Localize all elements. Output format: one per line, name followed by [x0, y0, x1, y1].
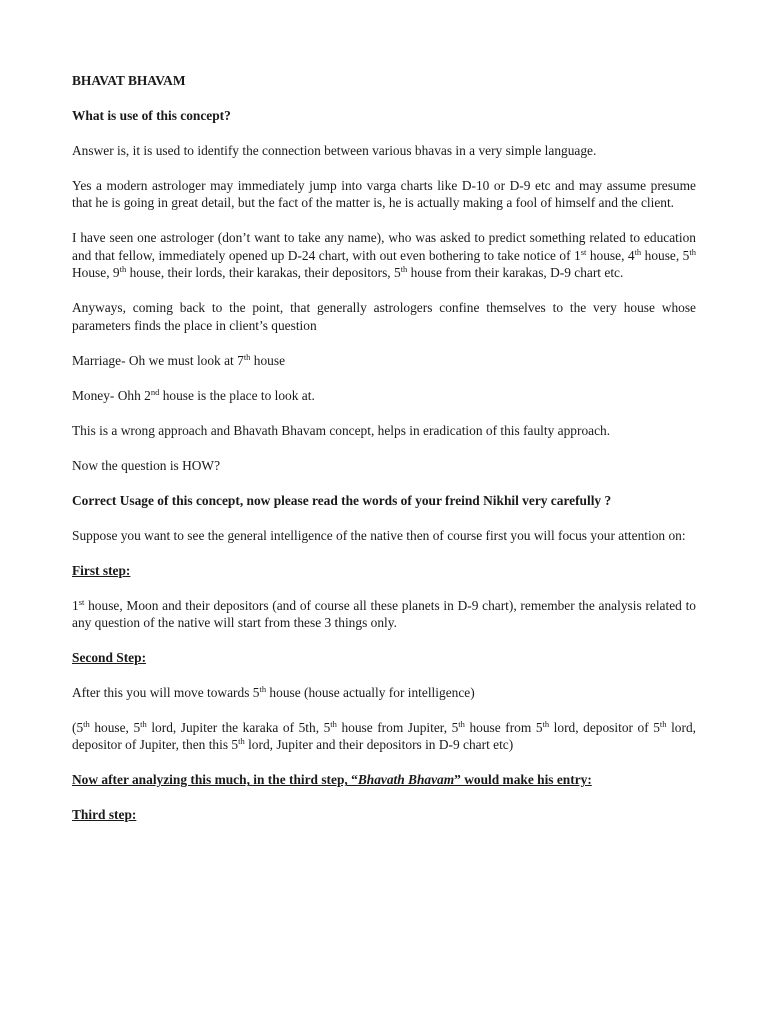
first-step-paragraph: 1st house, Moon and their depositors (and of course all these planets in D-9 chart), remember the analysis related to any question of the native will start from these 3 things only.: [72, 596, 696, 631]
fifth-house-paragraph: (5th house, 5th lord, Jupiter the karaka of 5th, 5th house from Jupiter, 5th house from 5th lord, depositor of 5th lord, depositor of Jupiter, then this 5th lord, Jupiter and their depositors in D-9 chart etc): [72, 719, 696, 753]
question-heading: What is use of this concept?: [72, 108, 231, 123]
modern-astrologer-paragraph: Yes a modern astrologer may immediately jump into varga charts like D-10 or D-9 etc and may assume presume that he is going in great detail, but the fact of the matter is, he is actually making a fool of himself and the client.: [72, 178, 696, 211]
after-this-line: After this you will move towards 5th house (house actually for intelligence): [72, 684, 475, 701]
seen-astrologer-paragraph: I have seen one astrologer (don’t want to take any name), who was asked to predict something related to education and that fellow, immediately opened up D-24 chart, with out even bothering to take notice of 1st house, 4th house, 5th House, 9th house, their lords, their karakas, their depositors, 5th house from their karakas, D-9 chart etc.: [72, 230, 696, 281]
marriage-line: Marriage- Oh we must look at 7th house: [72, 351, 286, 368]
how-question-line: Now the question is HOW?: [72, 457, 221, 473]
suppose-paragraph: Suppose you want to see the general intelligence of the native then of course first you will focus your attention on:: [72, 527, 686, 543]
second-step-heading: Second Step:: [72, 650, 147, 666]
money-line: Money- Ohh 2nd house is the place to look at.: [72, 386, 315, 403]
wrong-approach-paragraph: This is a wrong approach and Bhavath Bhavam concept, helps in eradication of this faulty approach.: [72, 422, 611, 438]
first-step-heading: First step:: [72, 562, 131, 578]
answer-paragraph: Answer is, it is used to identify the connection between various bhavas in a very simple language.: [72, 143, 597, 158]
correct-usage-heading: Correct Usage of this concept, now please read the words of your freind Nikhil very carefully ?: [72, 492, 612, 508]
document-title: BHAVAT BHAVAM: [72, 73, 186, 88]
bhavath-bhavam-entry-line: Now after analyzing this much, in the third step, “Bhavath Bhavam” would make his entry:: [72, 772, 592, 788]
third-step-heading: Third step:: [72, 807, 137, 823]
anyways-paragraph: Anyways, coming back to the point, that generally astrologers confine themselves to the very house whose parameters finds the place in client’s question: [72, 300, 696, 333]
